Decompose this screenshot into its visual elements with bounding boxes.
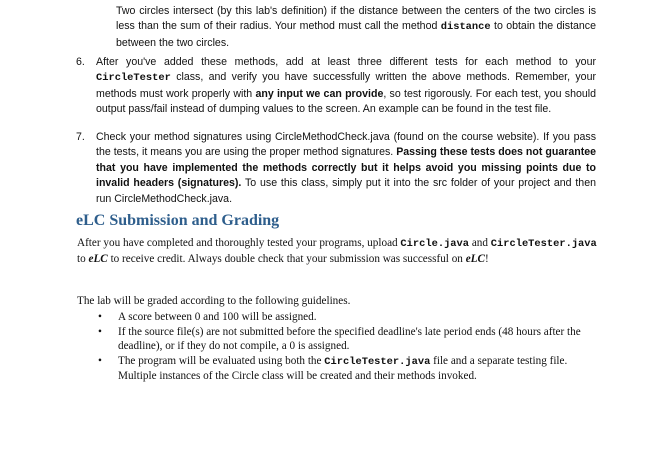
grading-bullet-list <box>78 310 598 384</box>
item-6-text-3: , so test rigorously. For each test, you should output pass/fail instead of dumping values to the screen. An example can be found in the test file. <box>96 87 597 116</box>
para-1-text-1: After you have completed and thoroughly tested your programs, upload <box>77 237 398 249</box>
bullet-2-text: If the source file(s) are not submitted before the specified deadline's late period ends (48 hours after the deadline), or if they do not compile, a 0 is assigned. <box>118 325 581 353</box>
item-6-text-2: class, and verify you have successfully written the above methods. Remember, your methods must work properly with <box>96 71 596 100</box>
item-5-text-2: to obtain the distance between the two circles. <box>116 20 596 49</box>
bullet-icon: • <box>98 325 102 338</box>
code-circletester-java-2: CircleTester.java <box>324 355 431 368</box>
item-5-continuation <box>116 4 596 51</box>
para-1-text-5: ! <box>484 252 489 265</box>
code-circletester-java: CircleTester.java <box>490 238 597 250</box>
bullet-icon: • <box>98 311 102 323</box>
elc-emphasis-2: eLC <box>465 252 485 265</box>
para-1-text-3: to <box>77 252 86 265</box>
item-7-text-2: To use this class, simply put it into the src folder of your project and then run CircleMethodCheck.java. <box>96 177 596 205</box>
item-7-number: 7. <box>76 131 85 143</box>
item-6-bold-text: any input we can provide <box>255 87 384 100</box>
elc-emphasis-1: eLC <box>88 252 108 265</box>
item-7-bold-text: Passing these tests does not guarantee that you have implemented the methods correctly but it helps avoid you missing points due to invalid headers (signatures). <box>96 146 597 190</box>
grading-intro: The lab will be graded according to the following guidelines. <box>77 295 351 307</box>
code-distance: distance <box>440 21 491 34</box>
submission-paragraph <box>77 236 597 266</box>
code-circle-java: Circle.java <box>400 238 470 250</box>
bullet-item-2 <box>78 325 598 354</box>
para-1-text-4: to receive credit. Always double check that your submission was successful on <box>110 252 463 265</box>
bullet-3-text-1: The program will be evaluated using both the <box>118 354 322 367</box>
bullet-item-1 <box>78 310 598 325</box>
item-6-text-1: After you've added these methods, add at least three different tests for each method to your <box>96 56 596 68</box>
item-7-text-1: Check your method signatures using CircleMethodCheck.java (found on the course website). If you pass the tests, it means you are using the proper method signatures. <box>96 131 596 159</box>
code-circletester: CircleTester <box>96 72 171 85</box>
bullet-icon: • <box>98 354 102 367</box>
bullet-3-text-2: file and a separate testing file. Multiple instances of the Circle class will be created and their methods invoked. <box>118 354 568 383</box>
item-5-text-1: Two circles intersect (by this lab's definition) if the distance between the centers of the two circles is less than the sum of their radius. Your method must call the method <box>116 5 596 33</box>
section-heading: eLC Submission and Grading <box>76 212 280 229</box>
para-1-text-2: and <box>471 237 488 249</box>
bullet-item-3 <box>78 354 598 384</box>
list-item-7 <box>76 130 597 207</box>
bullet-1-text: A score between 0 and 100 will be assigned. <box>118 311 317 323</box>
item-6-number: 6. <box>76 56 85 68</box>
list-item-6 <box>76 55 597 118</box>
